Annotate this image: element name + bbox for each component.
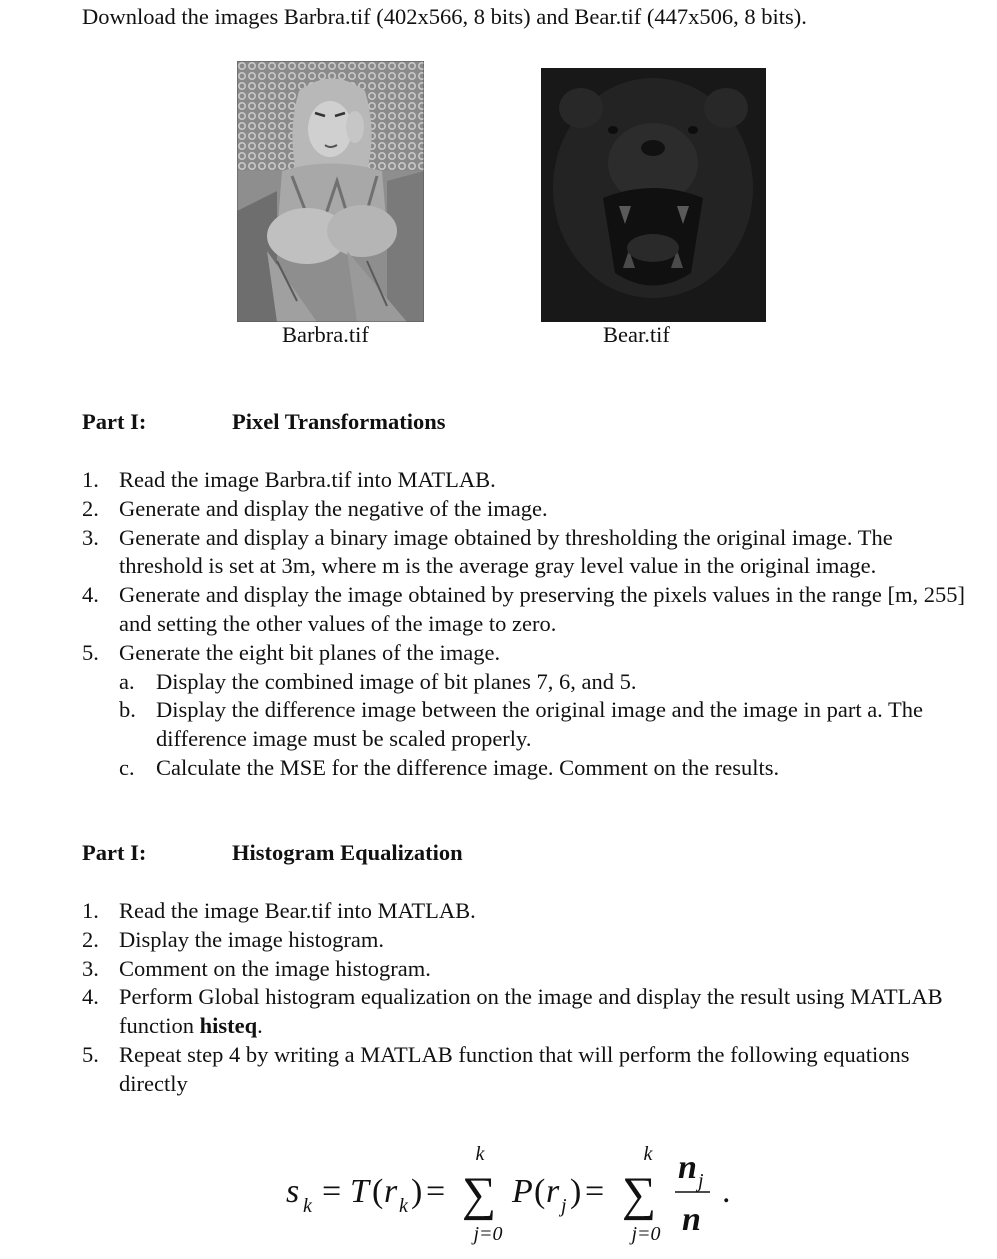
- bear-caption: Bear.tif: [603, 322, 670, 347]
- barbra-image: [237, 61, 424, 322]
- sum-icon-2: ∑: [622, 1168, 657, 1221]
- list-item: 4. Generate and display the image obtained by preserving the pixels values in the range [m, 255] and setting the other values of the image to zero.: [82, 582, 965, 636]
- part2-list: [82, 897, 982, 1099]
- formula-sum2-bottom: j=0: [631, 1223, 661, 1245]
- formula-sum1-top: k: [475, 1143, 485, 1165]
- part1-label: Part I:: [82, 409, 147, 434]
- formula-sum2-top: k: [643, 1143, 653, 1165]
- list-item: 3. Comment on the image histogram.: [82, 955, 431, 981]
- sublist-item: a. Display the combined image of bit planes 7, 6, and 5.: [119, 668, 637, 694]
- barbra-caption: Barbra.tif: [282, 322, 369, 347]
- svg-text:): ): [570, 1173, 582, 1210]
- formula-eq-2: =: [426, 1173, 446, 1210]
- svg-text:): ): [411, 1173, 423, 1210]
- part2-label: Part I:: [82, 840, 147, 865]
- sublist-item: c. Calculate the MSE for the difference image. Comment on the results.: [119, 754, 780, 780]
- list-item: 1. Read the image Bear.tif into MATLAB.: [82, 898, 476, 923]
- part1-sublist: [119, 668, 982, 783]
- sublist-item: b. Display the difference image between the original image and the image in part a. The difference image must be scaled properly.: [119, 697, 923, 752]
- formula-r-sub: k: [399, 1195, 408, 1217]
- formula-eq-3: =: [585, 1173, 605, 1210]
- part2-title: Histogram Equalization: [232, 840, 463, 865]
- list-item: 3. Generate and display a binary image obtained by thresholding the original image. The threshold is set at 3m, where m is the average gray level value in the original image.: [82, 524, 893, 579]
- formula-T: T: [350, 1173, 369, 1210]
- formula-n-num: n: [678, 1149, 697, 1186]
- formula-r-2: r: [546, 1173, 560, 1210]
- formula-s-sub: k: [303, 1195, 312, 1217]
- formula-n-den: n: [682, 1201, 701, 1238]
- formula-eq-1: =: [322, 1173, 342, 1210]
- list-item: 2. Generate and display the negative of the image.: [82, 495, 548, 521]
- formula-period: .: [722, 1173, 731, 1210]
- list-item: 1. Read the image Barbra.tif into MATLAB.: [82, 467, 496, 492]
- formula-s: s: [286, 1173, 300, 1210]
- intro-text: Download the images Barbra.tif (402x566, 8 bits) and Bear.tif (447x506, 8 bits).: [82, 4, 807, 29]
- svg-text:(: (: [534, 1173, 546, 1210]
- part1-title: Pixel Transformations: [232, 409, 446, 434]
- list-item: 2. Display the image histogram.: [82, 926, 384, 952]
- bear-image: [541, 68, 766, 322]
- list-item: 5. Generate the eight bit planes of the image. a. Display the combined image of bit planes 7, 6, and 5. b. Display the difference image between the original image and the image in part a. The difference image must be scaled properly. c. Calculate the MSE for the difference image. Comment on the results.: [82, 639, 982, 783]
- formula-nj-sub: j: [698, 1170, 704, 1192]
- formula-r: r: [384, 1173, 398, 1210]
- sum-icon-1: ∑: [462, 1168, 497, 1221]
- list-item: 5. Repeat step 4 by writing a MATLAB function that will perform the following equations directly: [82, 1041, 910, 1096]
- histeq-function-name: histeq: [199, 1013, 258, 1039]
- histogram-equalization-formula: [280, 1140, 760, 1250]
- svg-text:(: (: [372, 1173, 384, 1210]
- formula-P: P: [512, 1173, 533, 1210]
- part1-list: [82, 466, 982, 783]
- formula-sum1-bottom: j=0: [473, 1223, 503, 1245]
- list-item: 4. Perform Global histogram equalization on the image and display the result using MATLAB function histeq.: [82, 984, 943, 1039]
- formula-rj-sub: j: [561, 1195, 567, 1217]
